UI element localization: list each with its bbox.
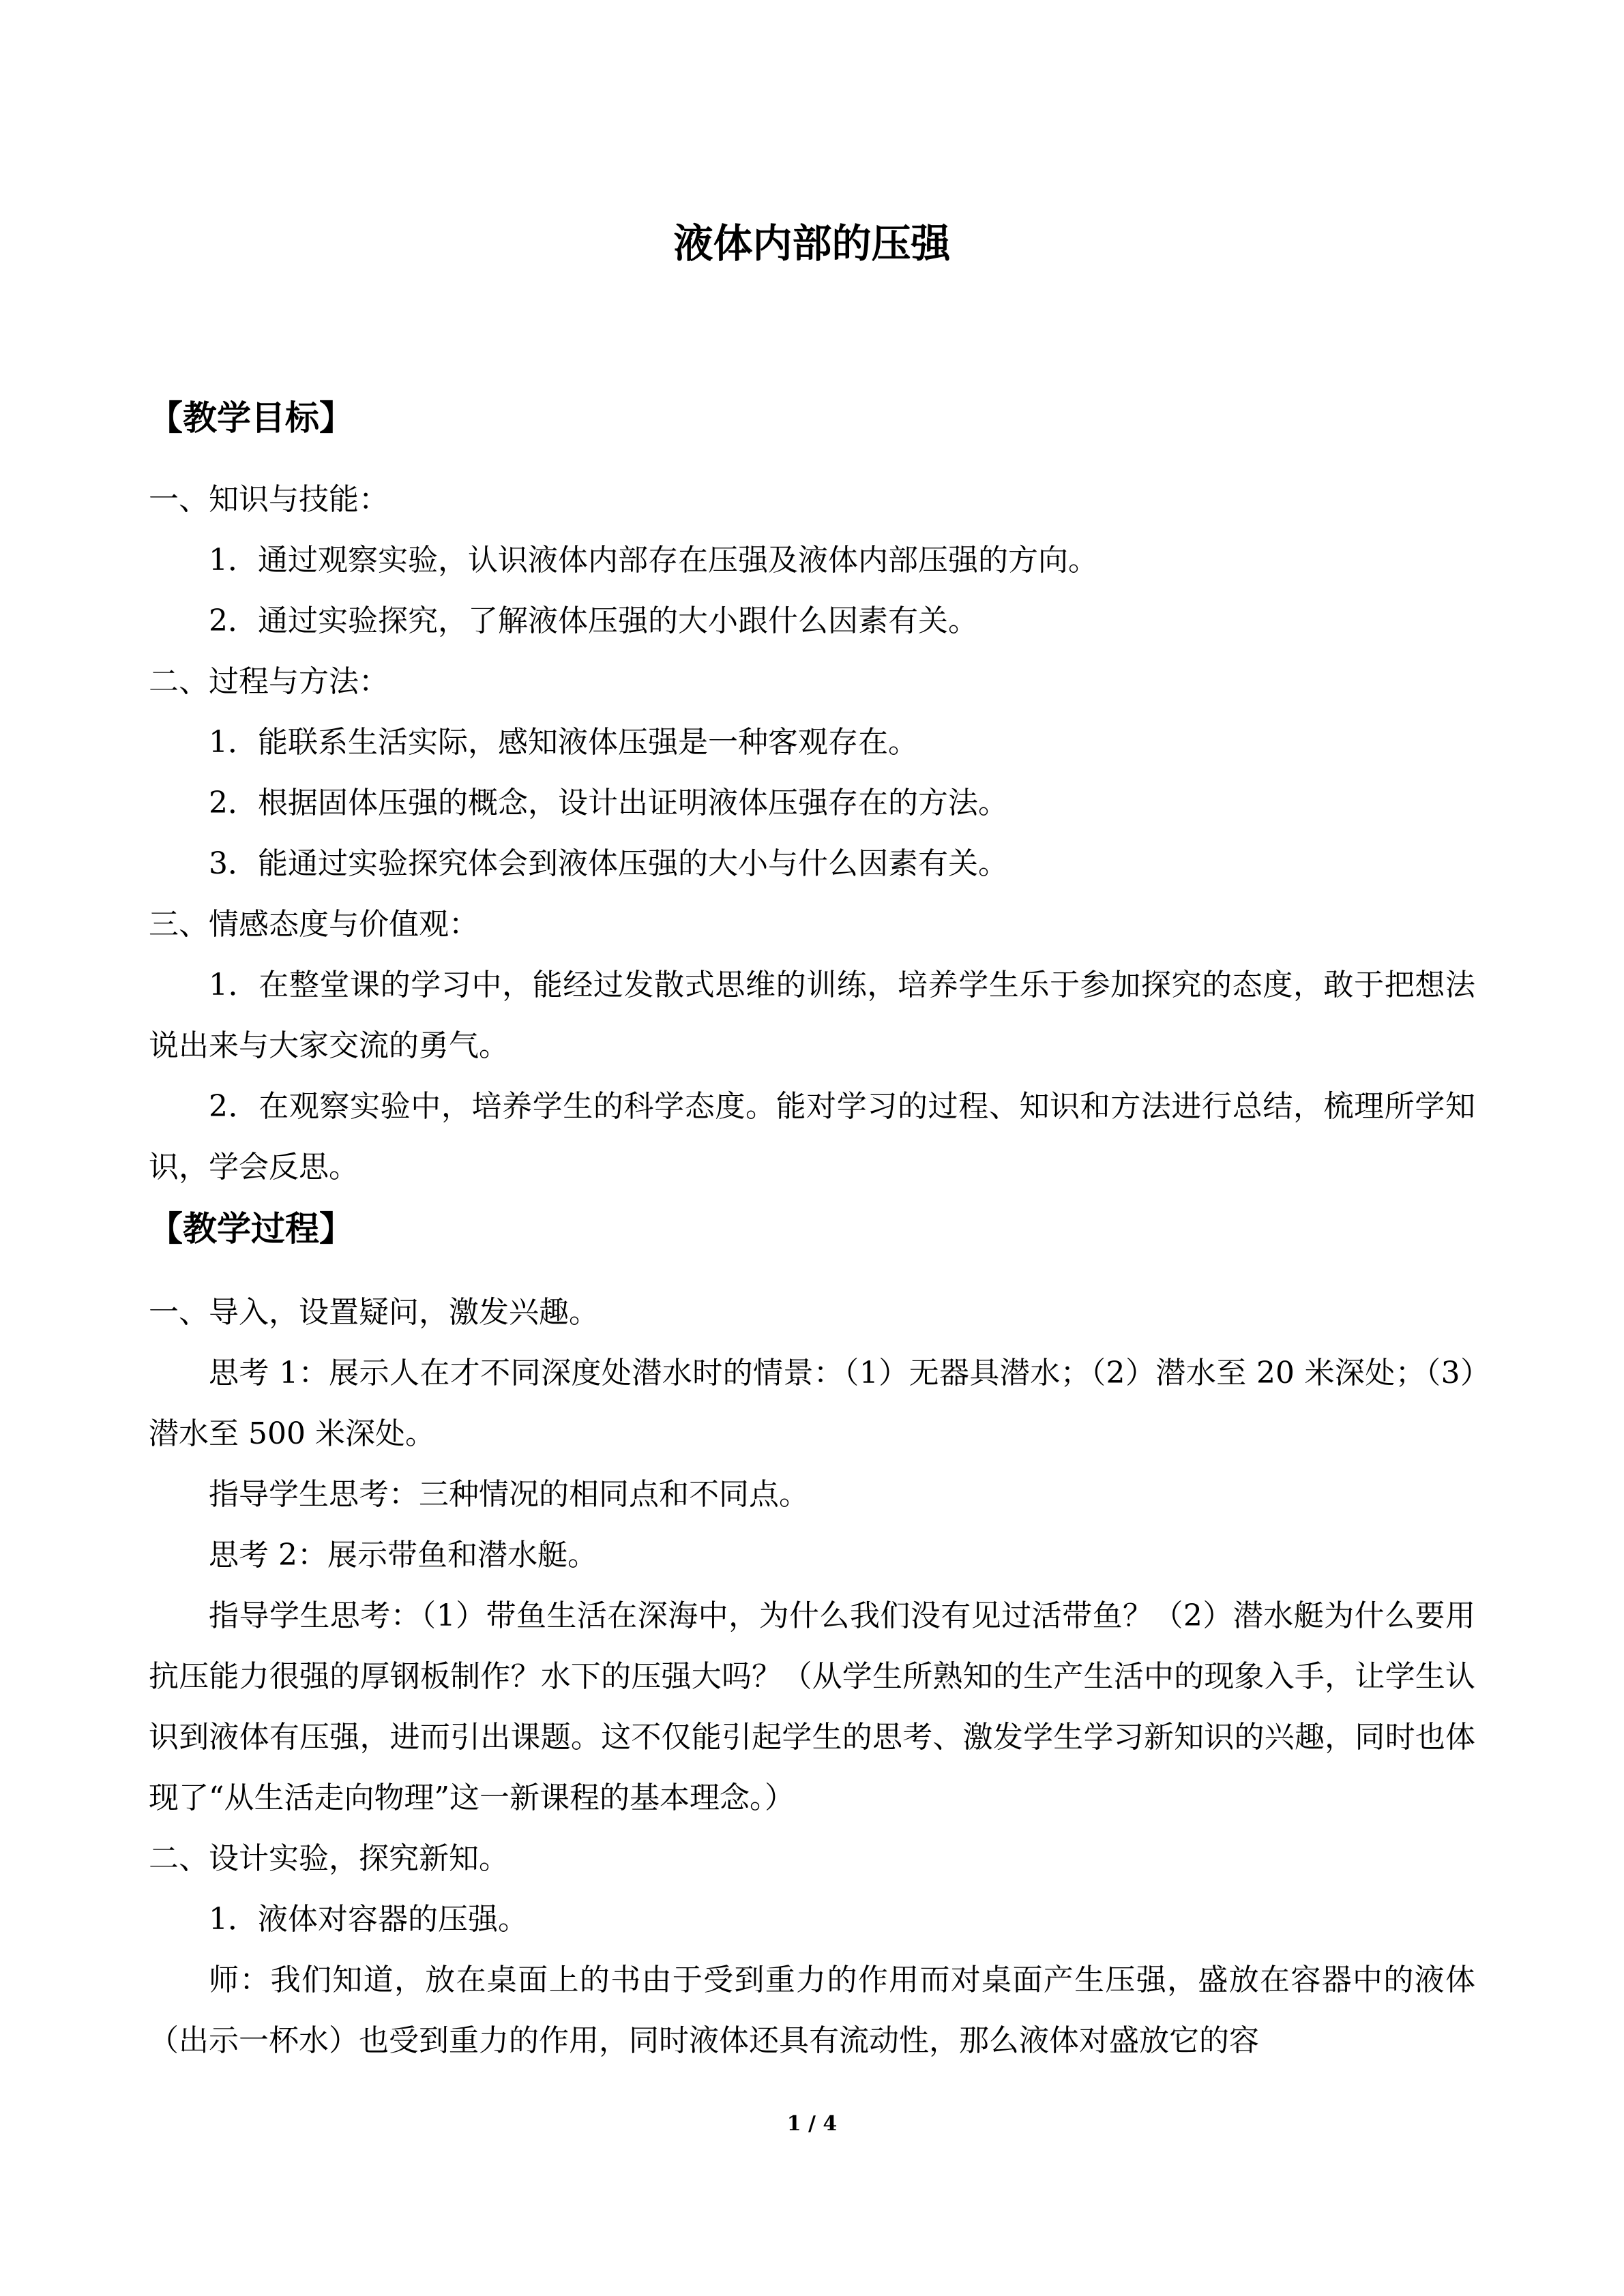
document-title: 液体内部的压强 (673, 220, 951, 267)
goals-subheading-knowledge: 一、知识与技能： (149, 482, 389, 517)
goals-item: 1．通过观察实验，认识液体内部存在压强及液体内部压强的方向。 (209, 543, 1098, 578)
process-paragraph: 指导学生思考：（1）带鱼生活在深海中，为什么我们没有见过活带鱼？（2）潜水艇为什么要用抗压能力很强的厚钢板制作？水下的压强大吗？（从学生所熟知的生产生活中的现象入手，让学生认识到液体有压强，进而引出课题。这不仅能引起学生的思考、激发学生学习新知识的兴趣，同时也体现了“从生活走向物理”这一新课程的基本理念。） (149, 1598, 1475, 1815)
goals-item: 1．在整堂课的学习中，能经过发散式思维的训练，培养学生乐于参加探究的态度，敢于把想法说出来与大家交流的勇气。 (149, 968, 1475, 1063)
goals-item: 3．能通过实验探究体会到液体压强的大小与什么因素有关。 (209, 846, 1008, 881)
process-paragraph: 师：我们知道，放在桌面上的书由于受到重力的作用而对桌面产生压强，盛放在容器中的液体（出示一杯水）也受到重力的作用，同时液体还具有流动性，那么液体对盛放它的容 (149, 1963, 1475, 2058)
goals-subheading-process: 二、过程与方法： (149, 664, 389, 699)
process-paragraph: 思考 2：展示带鱼和潜水艇。 (209, 1538, 597, 1572)
goals-subheading-attitude: 三、情感态度与价值观： (149, 907, 479, 942)
goals-item: 1．能联系生活实际，感知液体压强是一种客观存在。 (209, 725, 918, 760)
goals-item: 2．在观察实验中，培养学生的科学态度。能对学习的过程、知识和方法进行总结，梳理所学知识，学会反思。 (149, 1089, 1475, 1184)
process-paragraph: 1．液体对容器的压强。 (209, 1902, 528, 1937)
goals-item: 2．根据固体压强的概念，设计出证明液体压强存在的方法。 (209, 786, 1008, 820)
process-paragraph: 思考 1：展示人在才不同深度处潜水时的情景：（1）无器具潜水；（2）潜水至 20 米深处；（3）潜水至 500 米深处。 (149, 1356, 1475, 1451)
section-heading-teaching-process: 【教学过程】 (149, 1209, 353, 1249)
process-subheading-intro: 一、导入，设置疑问，激发兴趣。 (149, 1295, 599, 1330)
page-number: 1 / 4 (786, 2112, 838, 2136)
goals-item: 2．通过实验探究，了解液体压强的大小跟什么因素有关。 (209, 603, 978, 638)
section-heading-teaching-goals: 【教学目标】 (149, 398, 353, 438)
process-paragraph: 指导学生思考：三种情况的相同点和不同点。 (209, 1477, 809, 1512)
process-subheading-experiment: 二、设计实验，探究新知。 (149, 1841, 509, 1876)
